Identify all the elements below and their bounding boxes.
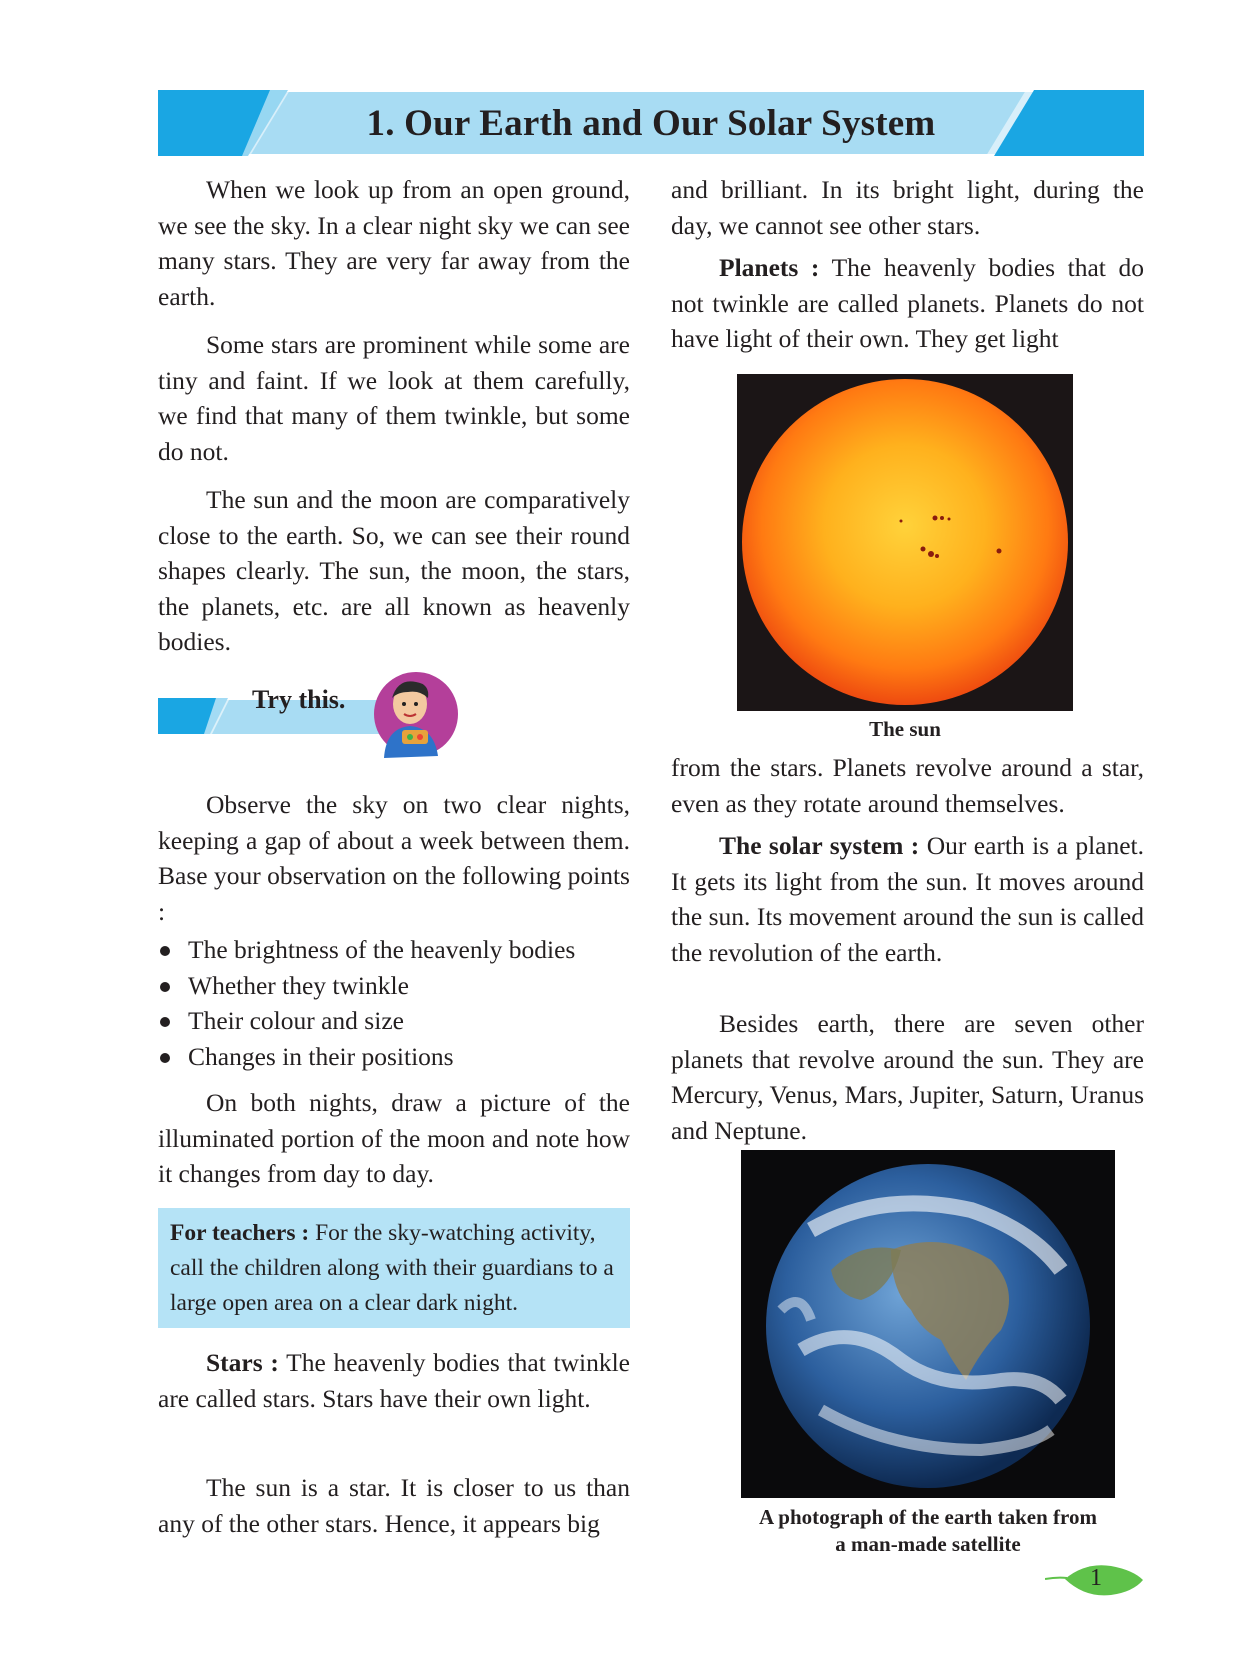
paragraph-text: The sun and the moon are comparatively close to the earth. So, we can see their round shapes clearly. The sun, the moon, the stars, the planets, etc. are all known as heavenly bodies. <box>158 485 630 656</box>
try-this-banner <box>158 668 468 768</box>
planets-label: Planets : <box>719 253 820 282</box>
left-paragraph-3 <box>158 482 630 660</box>
paragraph-text: Besides earth, there are seven other planets that revolve around the sun. They are Mercury, Venus, Mars, Jupiter, Saturn, Uranus and Neptune. <box>671 1009 1144 1145</box>
sun-image <box>737 374 1073 716</box>
paragraph-text: The sun is a star. It is closer to us than any of the other stars. Hence, it appears big <box>158 1473 630 1538</box>
observation-points-list <box>158 932 630 1074</box>
earth-caption-line-2: a man-made satellite <box>835 1532 1021 1556</box>
paragraph-text: On both nights, draw a picture of the illuminated portion of the moon and note how it changes from day to day. <box>158 1088 630 1188</box>
list-item: The brightness of the heavenly bodies <box>158 932 630 968</box>
try-this-shape <box>158 668 468 768</box>
list-item: Their colour and size <box>158 1003 630 1039</box>
solar-system-label: The solar system : <box>719 831 920 860</box>
page-number: 1 <box>1090 1565 1102 1591</box>
teachers-note-box <box>158 1208 630 1328</box>
paragraph-text: and brilliant. In its bright light, during the day, we cannot see other stars. <box>671 175 1144 240</box>
right-planets-paragraph <box>671 250 1144 357</box>
earth-caption-line-1: A photograph of the earth taken from <box>759 1505 1097 1529</box>
child-illustration-icon <box>374 672 458 758</box>
paragraph-text: Some stars are prominent while some are tiny and faint. If we look at them carefully, we find that many of them twinkle, but some do not. <box>158 330 630 466</box>
paragraph-text: When we look up from an open ground, we see the sky. In a clear night sky we can see many stars. They are very far away from the earth. <box>158 175 630 311</box>
sun-caption: The sun <box>869 717 941 741</box>
right-paragraph-3 <box>671 1006 1144 1148</box>
left-paragraph-4 <box>158 787 630 929</box>
teachers-text: For the sky-watching activity, call the children along with their guardians to a large open area on a clear dark night. <box>170 1220 614 1316</box>
right-paragraph-1 <box>671 172 1144 243</box>
left-paragraph-1 <box>158 172 630 314</box>
list-item: Whether they twinkle <box>158 968 630 1004</box>
paragraph-text: Observe the sky on two clear nights, keeping a gap of about a week between them. Base your observation on the following points : <box>158 790 630 926</box>
stars-label: Stars : <box>206 1348 279 1377</box>
solar-system-text: Our earth is a planet. It gets its light from the sun. It moves around the sun. Its movement around the sun is called the revolution of the earth. <box>671 831 1144 967</box>
list-item: Changes in their positions <box>158 1039 630 1075</box>
earth-caption <box>706 1504 1150 1558</box>
right-solar-system-paragraph <box>671 828 1144 970</box>
earth-photo <box>741 1150 1115 1498</box>
sun-photo <box>737 374 1073 711</box>
planets-text: The heavenly bodies that do not twinkle are called planets. Planets do not have light of their own. They get light <box>671 253 1144 353</box>
left-paragraph-6 <box>158 1470 630 1541</box>
earth-image <box>741 1150 1115 1503</box>
right-paragraph-2 <box>671 750 1144 821</box>
paragraph-text: from the stars. Planets revolve around a star, even as they rotate around themselves. <box>671 753 1144 818</box>
teachers-label: For teachers : <box>170 1220 310 1246</box>
left-paragraph-2 <box>158 327 630 469</box>
left-stars-paragraph <box>158 1345 630 1416</box>
chapter-banner <box>158 88 1144 160</box>
chapter-title: 1. Our Earth and Our Solar System <box>366 103 936 144</box>
left-paragraph-5 <box>158 1085 630 1192</box>
stars-text: The heavenly bodies that twinkle are called stars. Stars have their own light. <box>158 1348 630 1413</box>
try-this-label: Try this. <box>252 685 346 714</box>
